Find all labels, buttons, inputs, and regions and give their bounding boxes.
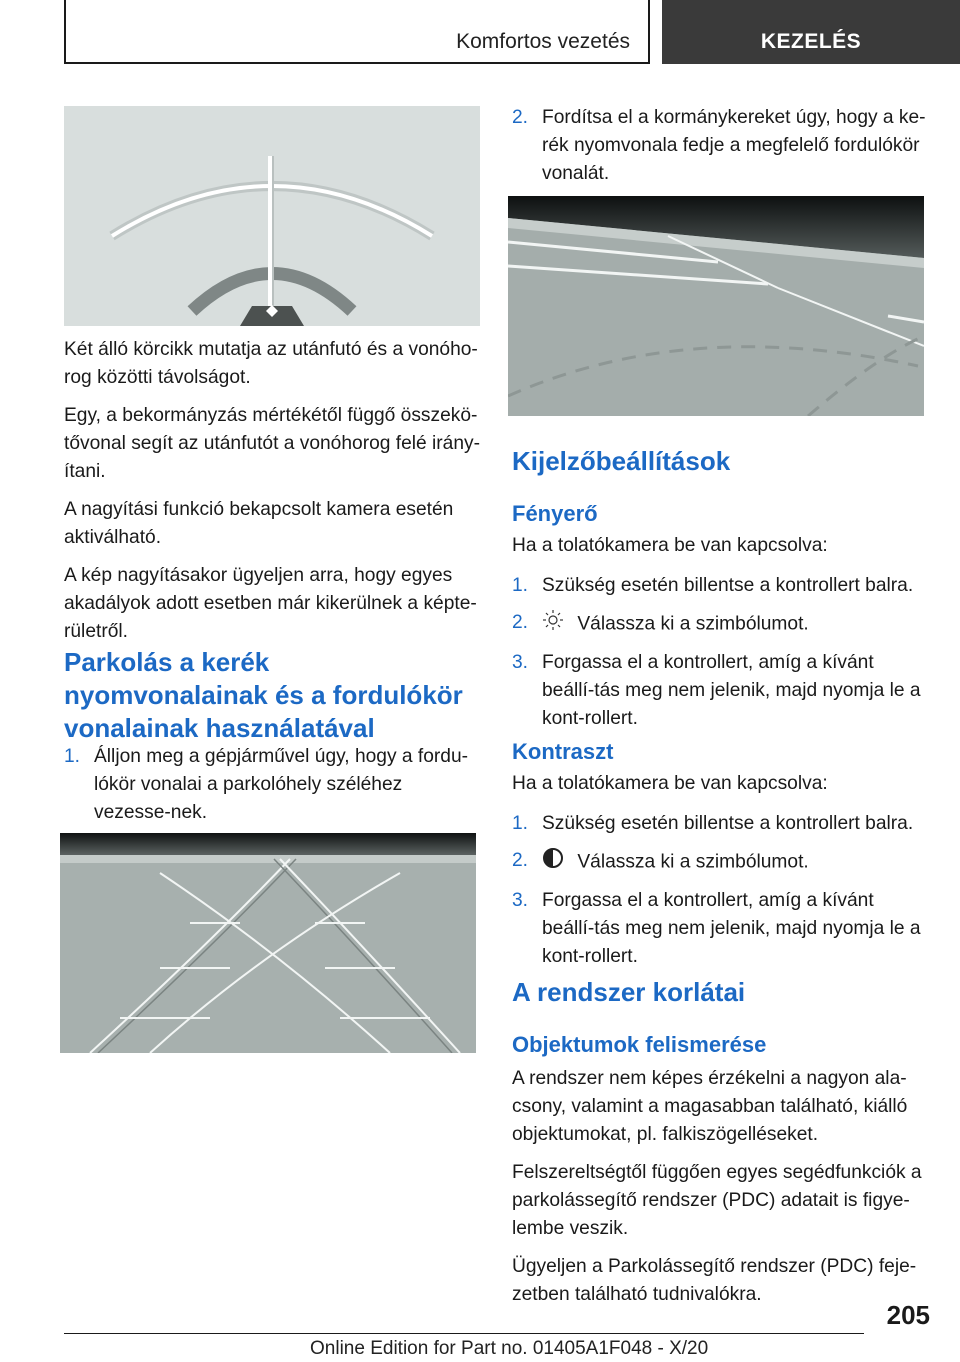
list-item xyxy=(512,572,930,600)
trailer-distance-figure xyxy=(64,106,480,326)
body-paragraph: Felszereltségtől függően egyes segédfunkciók a parkolássegítő rendszer (PDC) adatait is figye-lembe veszik. xyxy=(512,1162,922,1239)
step-number: 2. xyxy=(512,850,529,871)
body-paragraph: A rendszer nem képes érzékelni a nagyon ala-csony, valamint a magasabban található, kiálló objektumokat, pl. falkiszögelléseket. xyxy=(512,1068,908,1145)
step-number: 2. xyxy=(512,107,529,128)
list-item xyxy=(512,847,930,878)
brightness-heading: Fényerő xyxy=(512,501,598,526)
step-number: 1. xyxy=(512,575,529,596)
contrast-section xyxy=(512,738,930,980)
heading-line: nyomvonalainak és a fordulókör xyxy=(64,680,463,710)
step-text: Fordítsa el a kormánykereket úgy, hogy a ke-rék nyomvonala fedje a megfelelő fordulókör vonalát. xyxy=(542,107,926,184)
step-text: Forgassa el a kontrollert, amíg a kívánt beállí-tás meg nem jelenik, majd nyomja le a kont-rollert. xyxy=(542,890,921,967)
list-item xyxy=(512,649,930,733)
brightness-intro: Ha a tolatókamera be van kapcsolva: xyxy=(512,535,828,556)
edition-text: Online Edition for Part no. 01405A1F048 - X/20 xyxy=(310,1338,709,1359)
contrast-heading: Kontraszt xyxy=(512,739,614,764)
parking-heading xyxy=(64,646,482,745)
step-list xyxy=(64,743,482,836)
body-paragraph: A kép nagyításakor ügyeljen arra, hogy egyes akadályok adott esetben már kikerülnek a képte-rületről. xyxy=(64,565,477,642)
heading-line: Parkolás a kerék xyxy=(64,647,270,677)
step-text: Válassza ki a szimbólumot. xyxy=(577,613,809,635)
step-text: Forgassa el a kontrollert, amíg a kívánt beállí-tás meg nem jelenik, majd nyomja le a kont-rollert. xyxy=(542,652,921,729)
chapter-tab-label: KEZELÉS xyxy=(760,30,862,53)
chapter-tab xyxy=(662,0,960,64)
step-text: Álljon meg a gépjárművel úgy, hogy a fordu-lókör vonalai a parkolóhely széléhez vezesse-nek. xyxy=(94,746,469,823)
body-paragraph: Ügyeljen a Parkolássegítő rendszer (PDC) feje-zetben található tudnivalókra. xyxy=(512,1256,917,1305)
contrast-intro: Ha a tolatókamera be van kapcsolva: xyxy=(512,773,828,794)
right-step-2 xyxy=(512,104,930,197)
list-item xyxy=(512,810,930,838)
step-text: Szükség esetén billentse a kontrollert balra. xyxy=(542,575,914,596)
list-item xyxy=(512,887,930,971)
step-number: 1. xyxy=(64,746,81,767)
display-settings-heading-wrap xyxy=(512,445,932,478)
system-limits-heading: A rendszer korlátai xyxy=(512,977,746,1007)
header-frame xyxy=(64,0,650,64)
step-number: 2. xyxy=(512,612,529,633)
objects-section xyxy=(512,1031,930,1319)
contrast-icon xyxy=(542,847,564,878)
body-paragraph: A nagyítási funkció bekapcsolt kamera esetén aktiválható. xyxy=(64,499,454,548)
brightness-section xyxy=(512,500,930,742)
wheel-path-figure xyxy=(508,196,924,416)
page-number: 205 xyxy=(886,1300,930,1330)
step-number: 1. xyxy=(512,813,529,834)
step-text: Válassza ki a szimbólumot. xyxy=(577,851,809,873)
heading-line: vonalainak használatával xyxy=(64,713,375,743)
list-item xyxy=(512,609,930,640)
body-paragraph: Két álló körcikk mutatja az utánfutó és a vonóho-rog közötti távolságot. xyxy=(64,339,478,388)
body-paragraph: Egy, a bekormányzás mértékétől függő összekö-tővonal segít az utánfutót a vonóhorog felé irány-ítani. xyxy=(64,405,480,482)
section-title: Komfortos vezetés xyxy=(456,30,630,53)
list-item xyxy=(512,104,930,188)
footer-rule xyxy=(64,1333,864,1334)
list-item xyxy=(64,743,482,827)
display-settings-heading: Kijelzőbeállítások xyxy=(512,446,731,476)
left-body xyxy=(64,336,482,656)
limits-heading-wrap xyxy=(512,976,932,1009)
step-text: Szükség esetén billentse a kontrollert balra. xyxy=(542,813,914,834)
objects-heading: Objektumok felismerése xyxy=(512,1032,767,1057)
sun-icon xyxy=(542,609,564,640)
step-number: 3. xyxy=(512,652,529,673)
step-number: 3. xyxy=(512,890,529,911)
turning-lines-figure xyxy=(60,833,476,1053)
